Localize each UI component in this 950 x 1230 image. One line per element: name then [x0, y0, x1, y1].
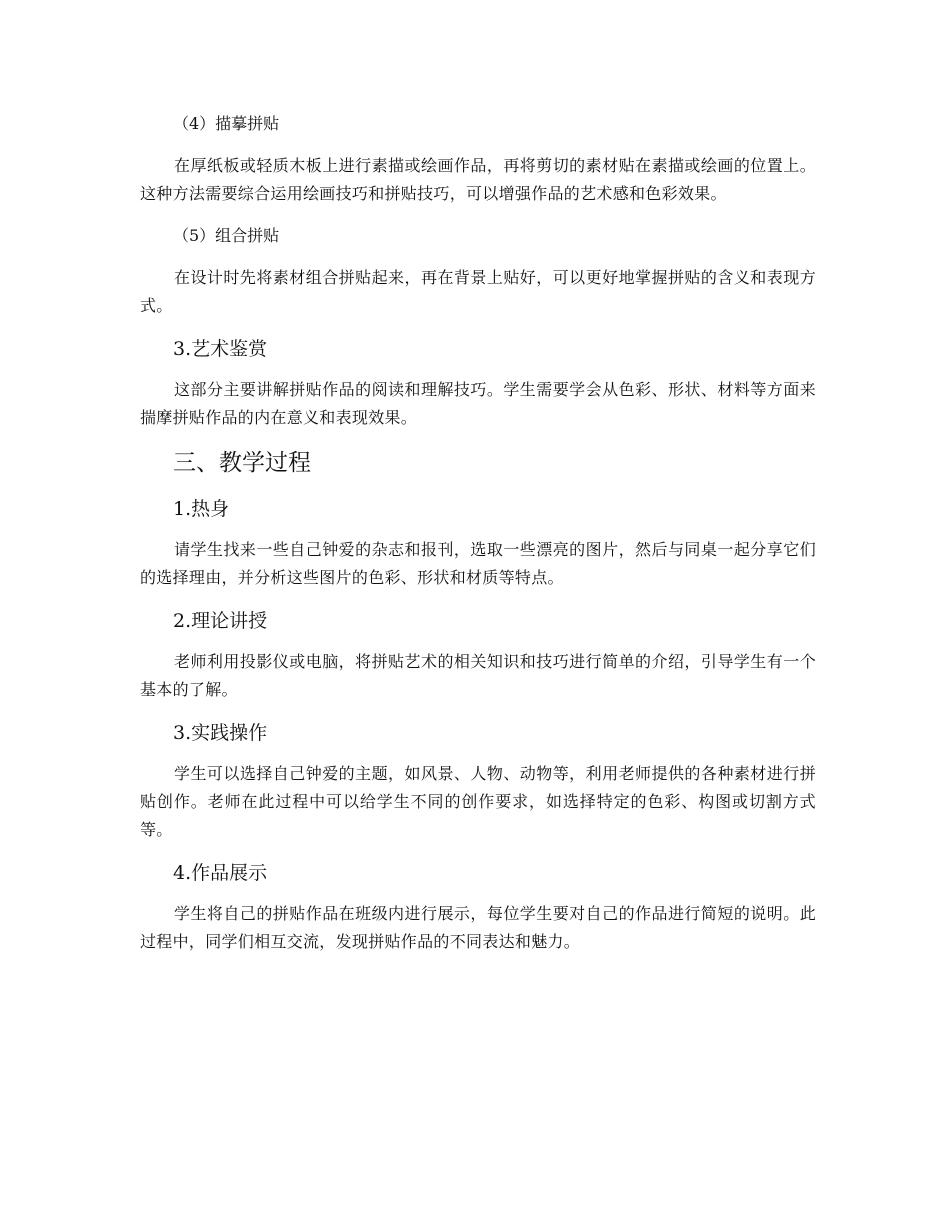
heading-practice: 3.实践操作 [173, 722, 268, 744]
paragraph-trace-collage: 在厚纸板或轻质木板上进行素描或绘画作品，再将剪切的素材贴在素描或绘画的位置上。这种方法需要综合运用绘画技巧和拼贴技巧，可以增强作品的艺术感和色彩效果。 [140, 156, 816, 203]
paragraph-warm-up: 请学生找来一些自己钟爱的杂志和报刊，选取一些漂亮的图片，然后与同桌一起分享它们的选择理由，并分析这些图片的色彩、形状和材质等特点。 [140, 540, 816, 587]
document-body [140, 110, 816, 970]
heading-teaching-process: 三、教学过程 [173, 450, 311, 476]
heading-warm-up: 1.热身 [173, 498, 230, 520]
paragraph-practice: 学生可以选择自己钟爱的主题，如风景、人物、动物等，利用老师提供的各种素材进行拼贴创作。老师在此过程中可以给学生不同的创作要求，如选择特定的色彩、构图或切割方式等。 [140, 764, 816, 839]
paragraph-theory: 老师利用投影仪或电脑，将拼贴艺术的相关知识和技巧进行简单的介绍，引导学生有一个基本的了解。 [140, 652, 816, 699]
heading-theory: 2.理论讲授 [173, 610, 268, 632]
heading-art-appreciation: 3.艺术鉴赏 [173, 338, 268, 360]
sub-heading-4: （4）描摹拼贴 [173, 114, 280, 133]
heading-exhibition: 4.作品展示 [173, 862, 268, 884]
paragraph-art-appreciation: 这部分主要讲解拼贴作品的阅读和理解技巧。学生需要学会从色彩、形状、材料等方面来揣摩拼贴作品的内在意义和表现效果。 [140, 380, 816, 427]
paragraph-combo-collage: 在设计时先将素材组合拼贴起来，再在背景上贴好，可以更好地掌握拼贴的含义和表现方式。 [140, 268, 816, 315]
paragraph-exhibition: 学生将自己的拼贴作品在班级内进行展示，每位学生要对自己的作品进行简短的说明。此过程中，同学们相互交流，发现拼贴作品的不同表达和魅力。 [140, 904, 816, 951]
sub-heading-5: （5）组合拼贴 [173, 226, 280, 245]
